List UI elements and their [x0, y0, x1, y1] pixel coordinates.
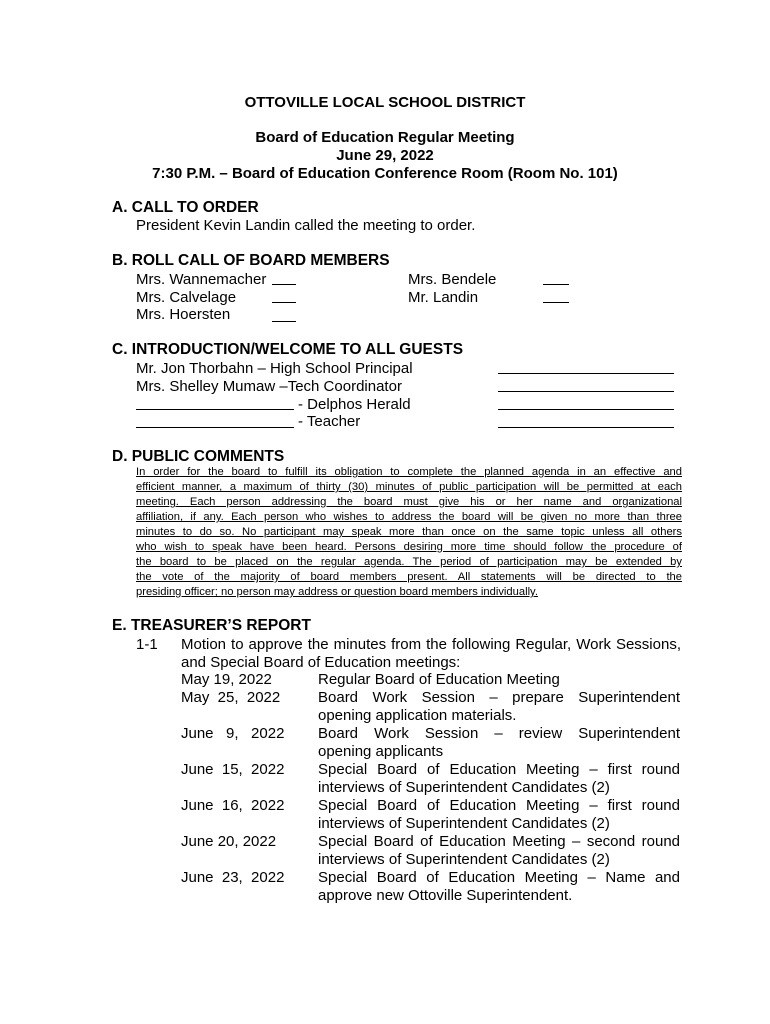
meeting-date: June 29, 2022 [336, 147, 434, 164]
motion-text-line: Motion to approve the minutes from the following Regular, Work Sessions, [181, 636, 681, 653]
attendance-blank [272, 270, 296, 285]
guest-blank [498, 359, 674, 374]
paragraph-line: meeting. Each person addressing the board must give his or her name and organizational [136, 496, 682, 508]
meeting-description-continued: approve new Ottoville Superintendent. [318, 887, 573, 904]
guest-name-blank [136, 413, 294, 428]
district-title: OTTOVILLE LOCAL SCHOOL DISTRICT [244, 94, 526, 111]
paragraph-line: affiliation, if any. Each person who wishes to address the board will be given no more than three [136, 511, 682, 523]
meeting-description: Special Board of Education Meeting – second round [318, 833, 680, 850]
paragraph-line: In order for the board to fulfill its obligation to complete the planned agenda in an effective and [136, 466, 682, 478]
section-a-title: A. CALL TO ORDER [112, 199, 259, 216]
meeting-date: June 15, 2022 [181, 761, 285, 778]
meeting-date: June 20, 2022 [181, 833, 277, 850]
meeting-date: June 23, 2022 [181, 869, 285, 886]
paragraph-line: minutes to do so. No participant may speak more than once on the same topic unless all others [136, 526, 682, 538]
public-comments-paragraph [136, 465, 682, 600]
item-number: 1-1 [136, 636, 158, 653]
guest-entry: - Teacher [298, 413, 361, 430]
member-name: Mr. Landin [408, 289, 479, 306]
section-c-title: C. INTRODUCTION/WELCOME TO ALL GUESTS [112, 341, 464, 358]
member-name: Mrs. Calvelage [136, 289, 237, 306]
paragraph-line: the board to be placed on the regular agenda. The period of participation may be extended by [136, 556, 682, 568]
meeting-description: Special Board of Education Meeting – first round [318, 797, 680, 814]
meeting-type: Board of Education Regular Meeting [255, 129, 515, 146]
paragraph-line: the vote of the majority of board members present. All statements will be directed to the [136, 571, 682, 583]
motion-text-line: and Special Board of Education meetings: [181, 654, 461, 671]
attendance-blank [272, 288, 296, 303]
guest-entry: Mr. Jon Thorbahn – High School Principal [136, 360, 413, 377]
guest-blank [498, 377, 674, 392]
meeting-description-continued: opening applicants [318, 743, 444, 760]
member-name: Mrs. Hoersten [136, 306, 231, 323]
meeting-date: June 9, 2022 [181, 725, 285, 742]
call-to-order-text: President Kevin Landin called the meeting to order. [136, 217, 476, 234]
paragraph-line: efficient manner, a maximum of thirty (30) minutes of public participation will be permitted at each [136, 481, 682, 493]
meeting-date: May 19, 2022 [181, 671, 272, 688]
guest-blank [498, 413, 674, 428]
paragraph-line: who wish to speak have been heard. Persons desiring more time should follow the procedure of [136, 541, 682, 553]
attendance-blank [272, 307, 296, 322]
meeting-description: Board Work Session – review Superintendent [318, 725, 680, 742]
guest-blank [498, 395, 674, 410]
meeting-description: Special Board of Education Meeting – Name and [318, 869, 680, 886]
meeting-description-continued: interviews of Superintendent Candidates (2) [318, 779, 610, 796]
paragraph-line: presiding officer; no person may address or question board members individually. [136, 586, 538, 598]
guest-name-blank [136, 395, 294, 410]
guest-entry: - Delphos Herald [298, 396, 411, 413]
meeting-description: Regular Board of Education Meeting [318, 671, 560, 688]
member-name: Mrs. Bendele [408, 271, 497, 288]
attendance-blank [543, 270, 569, 285]
meeting-description-continued: interviews of Superintendent Candidates (2) [318, 815, 610, 832]
meeting-description: Board Work Session – prepare Superintendent [318, 689, 680, 706]
meeting-date: May 25, 2022 [181, 689, 281, 706]
section-e-title: E. TREASURER’S REPORT [112, 617, 311, 634]
meeting-time-location: 7:30 P.M. – Board of Education Conference Room (Room No. 101) [152, 165, 618, 182]
attendance-blank [543, 288, 569, 303]
guest-entry: Mrs. Shelley Mumaw –Tech Coordinator [136, 378, 402, 395]
section-b-title: B. ROLL CALL OF BOARD MEMBERS [112, 252, 390, 269]
meeting-date: June 16, 2022 [181, 797, 285, 814]
section-d-title: D. PUBLIC COMMENTS [112, 448, 285, 465]
meeting-description-continued: opening application materials. [318, 707, 517, 724]
meeting-description-continued: interviews of Superintendent Candidates (2) [318, 851, 610, 868]
member-name: Mrs. Wannemacher [136, 271, 267, 288]
meeting-description: Special Board of Education Meeting – first round [318, 761, 680, 778]
